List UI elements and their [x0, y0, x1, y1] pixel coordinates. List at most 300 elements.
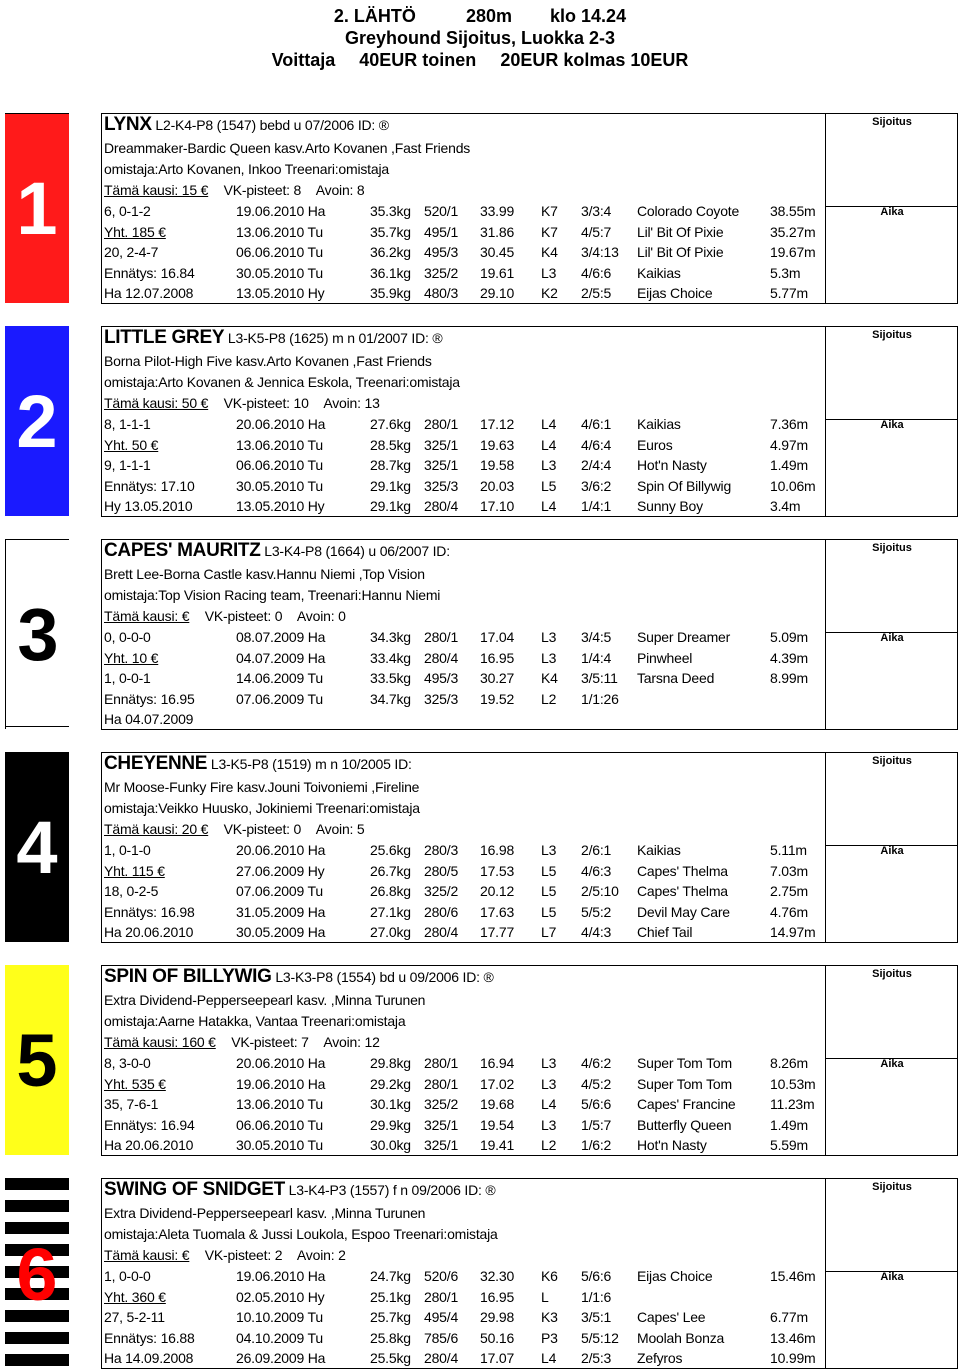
race-cell: K2 [541, 285, 558, 302]
race-cell: 2/6:1 [581, 842, 612, 858]
race-cell: 35, 7-6-1 [104, 1096, 159, 1113]
race-class: Greyhound Sijoitus, Luokka 2-3 [344, 28, 616, 48]
race-cell: Capes' Thelma [637, 883, 728, 900]
trap-2-stripe [5, 326, 69, 516]
race-cell: Yht. 185 € [104, 223, 166, 240]
race-cell: 13.06.2010 Tu [236, 223, 323, 240]
race-cell: 10.99m [770, 1350, 816, 1367]
race-cell: 17.12 [480, 416, 515, 432]
race-cell: 280/1 [424, 1055, 459, 1071]
result-box [825, 753, 958, 942]
race-cell: 35.7kg [370, 223, 411, 240]
race-cell: 9, 1-1-1 [104, 457, 151, 474]
race-cell: 50.16 [480, 1329, 515, 1346]
open-points: Avoin: 2 [296, 1247, 346, 1263]
race-cell: L3 [541, 842, 557, 858]
dog-name: LITTLE GREY [104, 327, 225, 348]
race-cell: 34.7kg [370, 690, 411, 707]
race-cell: L3 [541, 1116, 557, 1133]
aika-label: Aika [880, 1058, 904, 1070]
race-cell: 38.55m [770, 203, 816, 219]
race-cell: 5/5:12 [581, 1329, 619, 1346]
trap-5-stripe [5, 965, 69, 1155]
race-cell: L2 [541, 1137, 557, 1154]
dog-card [101, 1178, 958, 1369]
race-cell: 1, 0-0-1 [104, 670, 151, 687]
race-cell: 06.06.2010 Tu [236, 244, 323, 261]
dog-title [104, 967, 494, 987]
race-cell: L3 [541, 649, 557, 666]
race-cell: 17.63 [480, 903, 515, 920]
race-cell: 33.4kg [370, 649, 411, 666]
race-cell: 35.3kg [370, 203, 411, 219]
race-cell: 26.09.2009 Ha [236, 1350, 326, 1367]
season-earnings: Tämä kausi: € [104, 608, 190, 624]
race-cell: 2/5:10 [581, 883, 619, 900]
sijoitus-label: Sijoitus [872, 116, 912, 128]
race-cell: 280/6 [424, 903, 459, 920]
race-cell: 2/5:5 [581, 285, 612, 302]
race-cell: 20.03 [480, 477, 515, 494]
race-cell: 19.41 [480, 1137, 515, 1154]
race-cell: Capes' Lee [637, 1309, 706, 1326]
race-cell: K7 [541, 203, 558, 219]
race-cell: 325/1 [424, 436, 459, 453]
vk-points: VK-pisteet: 0 [223, 821, 302, 837]
dog-season [104, 393, 380, 413]
vk-points: VK-pisteet: 10 [223, 395, 309, 411]
race-cell: L5 [541, 477, 557, 494]
result-box [825, 966, 958, 1155]
race-cell: Super Tom Tom [637, 1055, 732, 1071]
race-cell: 325/2 [424, 883, 459, 900]
race-cell: 495/3 [424, 244, 459, 261]
race-cell: 1.49m [770, 1116, 808, 1133]
race-cell: Hot'n Nasty [637, 1137, 707, 1154]
dog-title [104, 115, 389, 135]
race-cell: Ha 14.09.2008 [104, 1350, 194, 1367]
dog-meta: L3-K3-P8 (1554) bd u 09/2006 ID: ® [271, 969, 494, 985]
result-box [825, 1179, 958, 1368]
race-cell: 31.86 [480, 223, 515, 240]
race-cell: 5.59m [770, 1137, 808, 1154]
race-cell: 7.36m [770, 416, 808, 432]
race-cell: 34.3kg [370, 629, 411, 645]
race-cell: 07.06.2009 Tu [236, 690, 323, 707]
race-cell: 25.5kg [370, 1350, 411, 1367]
race-cell: 325/2 [424, 264, 459, 281]
race-cell: 31.05.2009 Ha [236, 903, 326, 920]
dog-season [104, 606, 346, 626]
race-cell: 4.39m [770, 649, 808, 666]
race-cell: 25.1kg [370, 1288, 411, 1305]
race-cell: L4 [541, 498, 557, 515]
race-cell: 29.1kg [370, 477, 411, 494]
race-cell: Kaikias [637, 416, 681, 432]
race-cell: L3 [541, 629, 557, 645]
race-cell: 4/4:3 [581, 924, 612, 941]
race-cell: 1/4:1 [581, 498, 612, 515]
race-cell: 3/5:11 [581, 670, 618, 687]
season-earnings: Tämä kausi: 50 € [104, 395, 209, 411]
race-cell: 4.76m [770, 903, 808, 920]
race-cell: 4/6:1 [581, 416, 612, 432]
dog-meta: L2-K4-P8 (1547) bebd u 07/2006 ID: ® [151, 117, 389, 133]
dog-name: LYNX [104, 114, 152, 135]
open-points: Avoin: 12 [323, 1034, 380, 1050]
separator-line [5, 726, 69, 727]
race-cell: 04.07.2009 Ha [236, 649, 326, 666]
race-cell: L3 [541, 264, 557, 281]
race-cell: Ha 20.06.2010 [104, 1137, 194, 1154]
race-cell: 4/6:4 [581, 436, 612, 453]
dog-season [104, 819, 365, 839]
race-cell: 13.05.2010 Hy [236, 285, 325, 302]
race-cell: 5/5:2 [581, 903, 612, 920]
race-cell: Eijas Choice [637, 285, 713, 302]
race-cell: 325/1 [424, 1116, 459, 1133]
race-cell: 325/1 [424, 1137, 459, 1154]
race-cell: 14.97m [770, 924, 816, 941]
race-cell: 16.98 [480, 842, 515, 858]
race-cell: 1/4:4 [581, 649, 612, 666]
race-cell: Yht. 360 € [104, 1288, 166, 1305]
dog-meta: L3-K5-P8 (1519) m n 10/2005 ID: [207, 756, 412, 772]
race-cell: Yht. 535 € [104, 1075, 166, 1092]
result-box [825, 327, 958, 516]
race-cell: L4 [541, 436, 557, 453]
race-cell: 5.77m [770, 285, 808, 302]
race-cell: 20.06.2010 Ha [236, 842, 326, 858]
race-cell: 19.06.2010 Ha [236, 203, 326, 219]
race-cell: 29.10 [480, 285, 515, 302]
trap-1-number: 1 [16, 166, 58, 250]
dog-parents: Dreammaker-Bardic Queen kasv.Arto Kovanen ,Fast Friends [104, 140, 471, 156]
race-cell: 11.23m [770, 1096, 815, 1113]
race-cell: Kaikias [637, 842, 681, 858]
race-cell: 17.10 [480, 498, 515, 515]
race-cell: 1, 0-1-0 [104, 842, 151, 858]
race-prizes: Voittaja 40EUR toinen 20EUR kolmas 10EUR [271, 50, 689, 70]
race-cell: 33.99 [480, 203, 515, 219]
race-cell: 5/6:6 [581, 1268, 612, 1284]
race-cell: Yht. 50 € [104, 436, 159, 453]
dog-season [104, 1032, 380, 1052]
result-box [825, 540, 958, 729]
race-cell: 28.7kg [370, 457, 411, 474]
race-cell: 19.68 [480, 1096, 515, 1113]
race-cell: Ennätys: 16.88 [104, 1329, 195, 1346]
race-cell: 4/6:3 [581, 862, 612, 879]
race-cell: 3/3:4 [581, 203, 612, 219]
race-cell: 3/5:1 [581, 1309, 612, 1326]
race-cell: 16.95 [480, 1288, 515, 1305]
trap-1-stripe [5, 113, 69, 303]
race-cell: 29.8kg [370, 1055, 411, 1071]
race-cell: 1/1:6 [581, 1288, 612, 1305]
race-cell: 16.94 [480, 1055, 515, 1071]
race-cell: K4 [541, 244, 558, 261]
race-cell: 2/4:4 [581, 457, 612, 474]
race-cell: Lil' Bit Of Pixie [637, 244, 724, 261]
dog-card [101, 965, 958, 1156]
race-cell: 1, 0-0-0 [104, 1268, 151, 1284]
trap-6-number: 6 [16, 1232, 58, 1316]
race-cell: K4 [541, 670, 558, 687]
aika-label: Aika [880, 845, 904, 857]
race-cell: 280/4 [424, 924, 459, 941]
trap-2-number: 2 [16, 379, 58, 463]
race-cell: Pinwheel [637, 649, 693, 666]
race-cell: Kaikias [637, 264, 681, 281]
race-cell: 30.0kg [370, 1137, 411, 1154]
race-cell: 0, 0-0-0 [104, 629, 151, 645]
race-cell: 785/6 [424, 1329, 459, 1346]
race-cell: 07.06.2009 Tu [236, 883, 323, 900]
dog-name: SPIN OF BILLYWIG [104, 966, 272, 987]
race-cell: 4/6:6 [581, 264, 612, 281]
race-cell: Super Dreamer [637, 629, 731, 645]
race-cell: 280/4 [424, 1350, 459, 1367]
race-cell: L3 [541, 1055, 557, 1071]
separator-line [5, 113, 69, 114]
dog-owner: omistaja:Top Vision Racing team, Treenari:Hannu Niemi [104, 587, 441, 603]
race-cell: L2 [541, 690, 557, 707]
race-cell: 35.9kg [370, 285, 411, 302]
race-cell: K3 [541, 1309, 558, 1326]
race-cell: 19.58 [480, 457, 515, 474]
race-cell: 280/4 [424, 649, 459, 666]
race-cell: Capes' Francine [637, 1096, 736, 1113]
dog-owner: omistaja:Arto Kovanen & Jennica Eskola, Treenari:omistaja [104, 374, 460, 390]
race-cell: L3 [541, 1075, 557, 1092]
race-cell: Ha 20.06.2010 [104, 924, 194, 941]
race-cell: 280/1 [424, 1075, 459, 1092]
race-cell: 30.05.2010 Tu [236, 264, 323, 281]
race-cell: 02.05.2010 Hy [236, 1288, 325, 1305]
race-cell: 19.06.2010 Ha [236, 1268, 326, 1284]
dog-title [104, 541, 450, 561]
race-cell: 35.27m [770, 223, 816, 240]
vk-points: VK-pisteet: 0 [204, 608, 283, 624]
separator-line [5, 539, 69, 540]
race-cell: 25.7kg [370, 1309, 411, 1326]
race-cell: 280/5 [424, 862, 459, 879]
race-cell: 10.10.2009 Tu [236, 1309, 323, 1326]
dog-meta: L3-K5-P8 (1625) m n 01/2007 ID: ® [224, 330, 443, 346]
race-cell: 20, 2-4-7 [104, 244, 159, 261]
race-cell: L5 [541, 903, 557, 920]
race-cell: 14.06.2009 Tu [236, 670, 323, 687]
race-cell: 33.5kg [370, 670, 411, 687]
race-cell: 15.46m [770, 1268, 816, 1284]
vk-points: VK-pisteet: 8 [223, 182, 302, 198]
race-cell: 13.46m [770, 1329, 816, 1346]
race-cell: 19.52 [480, 690, 515, 707]
aika-label: Aika [880, 419, 904, 431]
open-points: Avoin: 8 [315, 182, 365, 198]
race-cell: 8, 1-1-1 [104, 416, 151, 432]
trap-4-stripe [5, 752, 69, 942]
race-time: klo 14.24 [550, 6, 627, 26]
race-cell: 30.05.2010 Tu [236, 1137, 323, 1154]
race-cell: 30.1kg [370, 1096, 411, 1113]
race-cell: L4 [541, 1350, 557, 1367]
race-cell: 19.67m [770, 244, 816, 261]
race-cell: Moolah Bonza [637, 1329, 725, 1346]
race-cell: 13.06.2010 Tu [236, 1096, 323, 1113]
race-cell: Ennätys: 16.94 [104, 1116, 195, 1133]
race-cell: 280/3 [424, 842, 459, 858]
race-cell: 17.04 [480, 629, 515, 645]
dog-name: CAPES' MAURITZ [104, 540, 261, 561]
race-cell: 36.2kg [370, 244, 411, 261]
race-cell: 20.12 [480, 883, 515, 900]
dog-card [101, 326, 958, 517]
race-cell: 1/5:7 [581, 1116, 612, 1133]
race-cell: 495/1 [424, 223, 459, 240]
race-cell: 1.49m [770, 457, 808, 474]
trap-4-number: 4 [16, 805, 58, 889]
dog-card [101, 539, 958, 730]
race-cell: 5.11m [770, 842, 807, 858]
race-number: 2. LÄHTÖ [333, 6, 416, 26]
race-cell: 4/5:7 [581, 223, 612, 240]
sijoitus-label: Sijoitus [872, 542, 912, 554]
race-cell: Super Tom Tom [637, 1075, 732, 1092]
open-points: Avoin: 0 [296, 608, 346, 624]
race-cell: 480/3 [424, 285, 459, 302]
race-cell: Devil May Care [637, 903, 730, 920]
race-cell: Spin Of Billywig [637, 477, 732, 494]
race-cell: 495/4 [424, 1309, 459, 1326]
race-cell: 325/1 [424, 457, 459, 474]
race-cell: 5/6:6 [581, 1096, 612, 1113]
open-points: Avoin: 13 [323, 395, 380, 411]
race-cell: 24.7kg [370, 1268, 411, 1284]
race-cell: 3/4:13 [581, 244, 619, 261]
dog-meta: L3-K4-P8 (1664) u 06/2007 ID: [260, 543, 450, 559]
trap-5-number: 5 [16, 1018, 58, 1102]
race-cell: P3 [541, 1329, 558, 1346]
dog-parents: Mr Moose-Funky Fire kasv.Jouni Toivoniemi ,Fireline [104, 779, 420, 795]
race-cell: 06.06.2010 Tu [236, 457, 323, 474]
race-cell: 06.06.2010 Tu [236, 1116, 323, 1133]
race-cell: 520/1 [424, 203, 459, 219]
race-cell: 280/4 [424, 498, 459, 515]
vk-points: VK-pisteet: 7 [231, 1034, 309, 1050]
aika-label: Aika [880, 1271, 904, 1283]
dog-name: CHEYENNE [104, 753, 208, 774]
race-cell: 2.75m [770, 883, 808, 900]
race-cell: 30.05.2009 Ha [236, 924, 326, 941]
race-cell: 17.02 [480, 1075, 515, 1092]
race-cell: 4/6:2 [581, 1055, 612, 1071]
dog-season [104, 1245, 346, 1265]
race-cell: K6 [541, 1268, 558, 1284]
race-cell: 08.07.2009 Ha [236, 629, 326, 645]
race-cell: Capes' Thelma [637, 862, 728, 879]
race-cell: 17.53 [480, 862, 515, 879]
race-cell: 20.06.2010 Ha [236, 416, 326, 432]
race-cell: 3/6:2 [581, 477, 612, 494]
dog-owner: omistaja:Aarne Hatakka, Vantaa Treenari:omistaja [104, 1013, 406, 1029]
race-cell: 8.26m [770, 1055, 808, 1071]
race-cell: 27.6kg [370, 416, 411, 432]
race-cell: Ennätys: 16.98 [104, 903, 195, 920]
race-cell: Butterfly Queen [637, 1116, 732, 1133]
race-cell: 04.10.2009 Tu [236, 1329, 323, 1346]
race-cell: 27.06.2009 Hy [236, 862, 325, 879]
vk-points: VK-pisteet: 2 [204, 1247, 283, 1263]
dog-parents: Borna Pilot-High Five kasv.Arto Kovanen ,Fast Friends [104, 353, 432, 369]
sijoitus-label: Sijoitus [872, 755, 912, 767]
race-cell: 30.45 [480, 244, 515, 261]
dog-meta: L3-K4-P3 (1557) f n 09/2006 ID: ® [284, 1182, 496, 1198]
race-cell: 20.06.2010 Ha [236, 1055, 326, 1071]
race-cell: 13.05.2010 Hy [236, 498, 325, 515]
dog-parents: Brett Lee-Borna Castle kasv.Hannu Niemi ,Top Vision [104, 566, 425, 582]
race-cell: 19.54 [480, 1116, 515, 1133]
race-cell: Ennätys: 16.95 [104, 690, 195, 707]
race-cell: 6.77m [770, 1309, 808, 1326]
race-cell: Yht. 10 € [104, 649, 159, 666]
race-cell: 3.4m [770, 498, 801, 515]
race-cell: 520/6 [424, 1268, 459, 1284]
race-cell: 280/1 [424, 629, 459, 645]
race-cell: 32.30 [480, 1268, 515, 1284]
season-earnings: Tämä kausi: 20 € [104, 821, 209, 837]
race-cell: 27.0kg [370, 924, 411, 941]
race-cell: Ha 12.07.2008 [104, 285, 194, 302]
aika-label: Aika [880, 206, 904, 218]
race-cell: Chief Tail [637, 924, 693, 941]
dog-parents: Extra Dividend-Pepperseepearl kasv. ,Minna Turunen [104, 992, 426, 1008]
sijoitus-label: Sijoitus [872, 1181, 912, 1193]
season-earnings: Tämä kausi: 160 € [104, 1034, 216, 1050]
dog-title [104, 754, 412, 774]
race-cell: 17.77 [480, 924, 515, 941]
race-cell: Euros [637, 436, 673, 453]
race-cell: 8, 3-0-0 [104, 1055, 151, 1071]
sijoitus-label: Sijoitus [872, 329, 912, 341]
race-cell: 16.95 [480, 649, 515, 666]
race-cell: 325/3 [424, 690, 459, 707]
season-earnings: Tämä kausi: 15 € [104, 182, 209, 198]
race-cell: 4/5:2 [581, 1075, 612, 1092]
season-earnings: Tämä kausi: € [104, 1247, 190, 1263]
race-cell: 30.27 [480, 670, 515, 687]
race-cell: Zefyros [637, 1350, 683, 1367]
race-cell: 325/2 [424, 1096, 459, 1113]
race-cell: 1/1:26 [581, 690, 619, 707]
race-cell: 5.3m [770, 264, 801, 281]
race-cell: 26.8kg [370, 883, 411, 900]
race-cell: 1/6:2 [581, 1137, 612, 1154]
race-cell: 3/4:5 [581, 629, 612, 645]
race-cell: 30.05.2010 Tu [236, 477, 323, 494]
race-cell: 29.98 [480, 1309, 515, 1326]
race-distance: 280m [465, 6, 512, 26]
race-cell: 36.1kg [370, 264, 411, 281]
race-title [0, 5, 960, 27]
race-cell: 13.06.2010 Tu [236, 436, 323, 453]
race-cell: Yht. 115 € [104, 862, 165, 879]
race-cell: 27.1kg [370, 903, 411, 920]
race-cell: 19.63 [480, 436, 515, 453]
result-box [825, 114, 958, 303]
race-cell: 28.5kg [370, 436, 411, 453]
